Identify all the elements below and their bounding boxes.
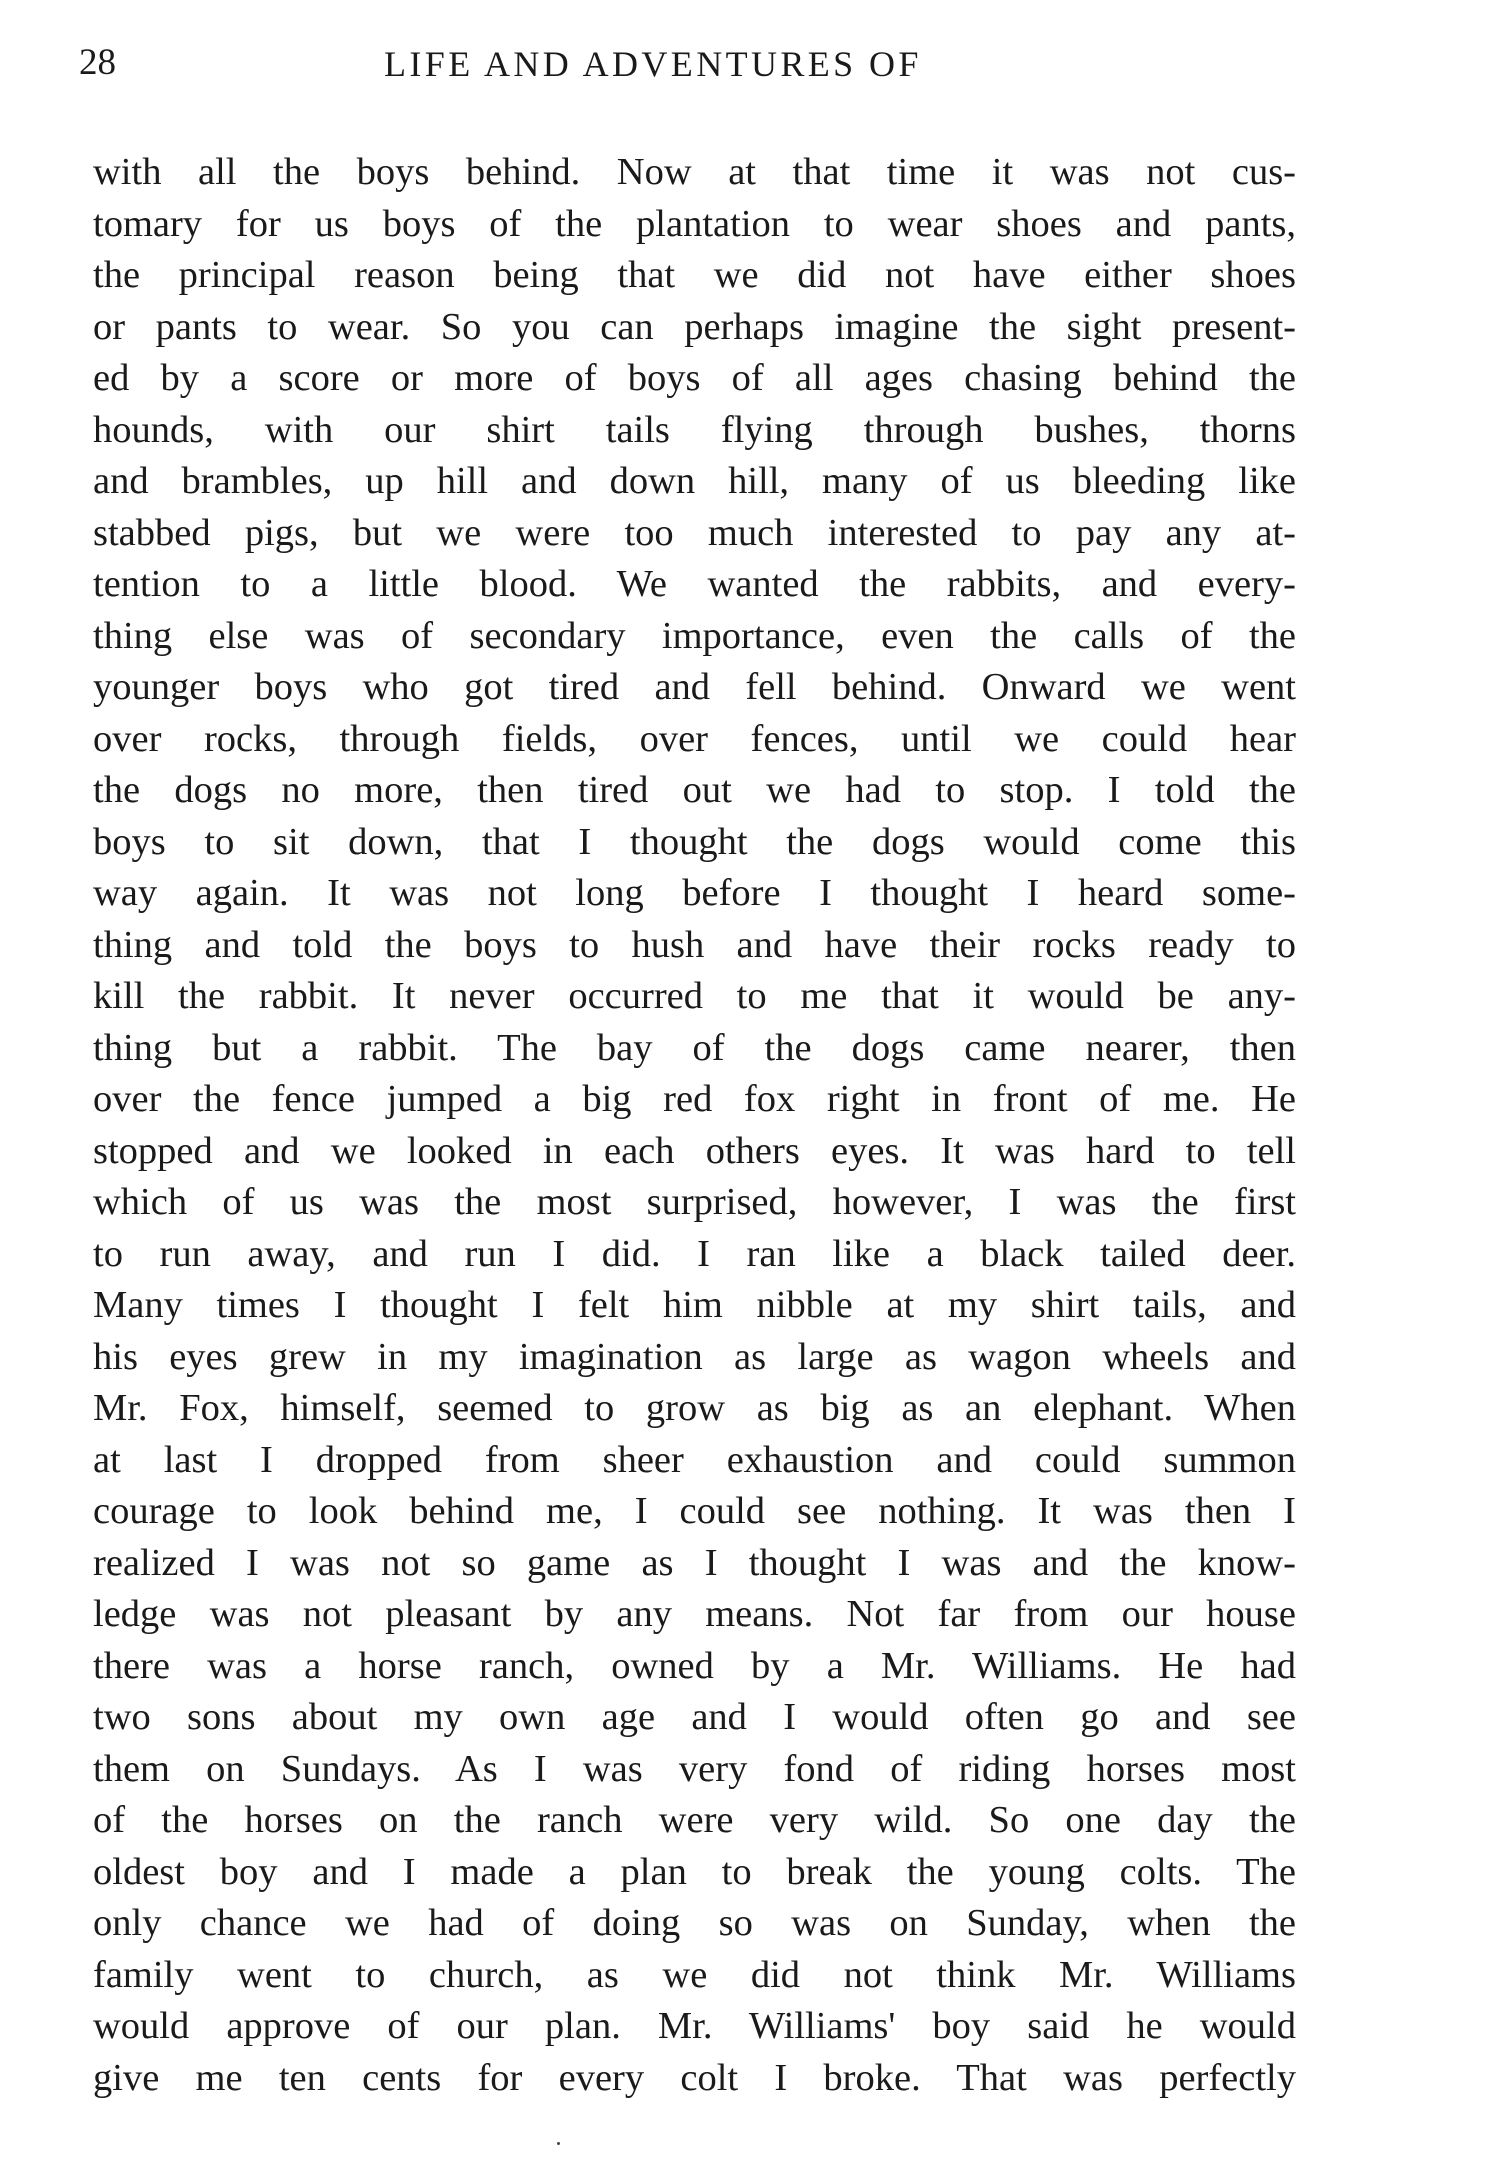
text-line: thing else was of secondary importance, even the calls of the (93, 614, 1296, 657)
text-line: at last I dropped from sheer exhaustion and could summon (93, 1438, 1296, 1481)
text-line: family went to church, as we did not think Mr. Williams (93, 1953, 1296, 1996)
print-speck (557, 2142, 560, 2145)
text-line: tention to a little blood. We wanted the rabbits, and every- (93, 563, 1296, 605)
text-line: courage to look behind me, I could see nothing. It was then I (93, 1490, 1296, 1532)
text-line: stopped and we looked in each others eyes. It was hard to tell (93, 1129, 1296, 1172)
text-line: only chance we had of doing so was on Sunday, when the (93, 1902, 1296, 1944)
text-line: boys to sit down, that I thought the dogs would come this (93, 820, 1296, 863)
text-line: would approve of our plan. Mr. Williams' boy said he would (93, 2005, 1296, 2047)
text-line: way again. It was not long before I thought I heard some- (93, 872, 1296, 914)
text-line: thing and told the boys to hush and have their rocks ready to (93, 923, 1296, 966)
text-line: with all the boys behind. Now at that time it was not cus- (93, 151, 1296, 193)
text-line: over rocks, through fields, over fences, until we could hear (93, 717, 1296, 760)
running-title: LIFE AND ADVENTURES OF (384, 44, 922, 84)
page-number: 28 (79, 42, 116, 83)
text-line: thing but a rabbit. The bay of the dogs came nearer, then (93, 1026, 1296, 1069)
text-line: give me ten cents for every colt I broke. That was perfectly (93, 2056, 1296, 2099)
text-line: two sons about my own age and I would often go and see (93, 1696, 1296, 1738)
text-line: kill the rabbit. It never occurred to me that it would be any- (93, 975, 1296, 1017)
text-line: Many times I thought I felt him nibble at my shirt tails, and (93, 1284, 1296, 1326)
text-line: ed by a score or more of boys of all ages chasing behind the (93, 357, 1296, 399)
text-line: hounds, with our shirt tails flying through bushes, thorns (93, 408, 1296, 451)
text-line: which of us was the most surprised, however, I was the first (93, 1181, 1296, 1223)
text-line: oldest boy and I made a plan to break the young colts. The (93, 1850, 1296, 1893)
text-line: younger boys who got tired and fell behind. Onward we went (93, 666, 1296, 708)
body-text (93, 147, 1296, 2104)
text-line: over the fence jumped a big red fox right in front of me. He (93, 1078, 1296, 1120)
text-line: them on Sundays. As I was very fond of riding horses most (93, 1747, 1296, 1790)
text-line: Mr. Fox, himself, seemed to grow as big as an elephant. When (93, 1387, 1296, 1429)
text-line: his eyes grew in my imagination as large as wagon wheels and (93, 1335, 1296, 1378)
text-line: tomary for us boys of the plantation to wear shoes and pants, (93, 202, 1296, 245)
text-line: ledge was not pleasant by any means. Not far from our house (93, 1593, 1296, 1635)
text-line: realized I was not so game as I thought I was and the know- (93, 1541, 1296, 1584)
text-line: of the horses on the ranch were very wild. So one day the (93, 1799, 1296, 1841)
text-line: there was a horse ranch, owned by a Mr. Williams. He had (93, 1644, 1296, 1687)
text-line: or pants to wear. So you can perhaps imagine the sight present- (93, 305, 1296, 348)
text-line: to run away, and run I did. I ran like a black tailed deer. (93, 1232, 1296, 1275)
text-line: stabbed pigs, but we were too much interested to pay any at- (93, 511, 1296, 554)
text-line: and brambles, up hill and down hill, many of us bleeding like (93, 460, 1296, 502)
text-line: the principal reason being that we did not have either shoes (93, 254, 1296, 296)
text-line: the dogs no more, then tired out we had to stop. I told the (93, 769, 1296, 811)
